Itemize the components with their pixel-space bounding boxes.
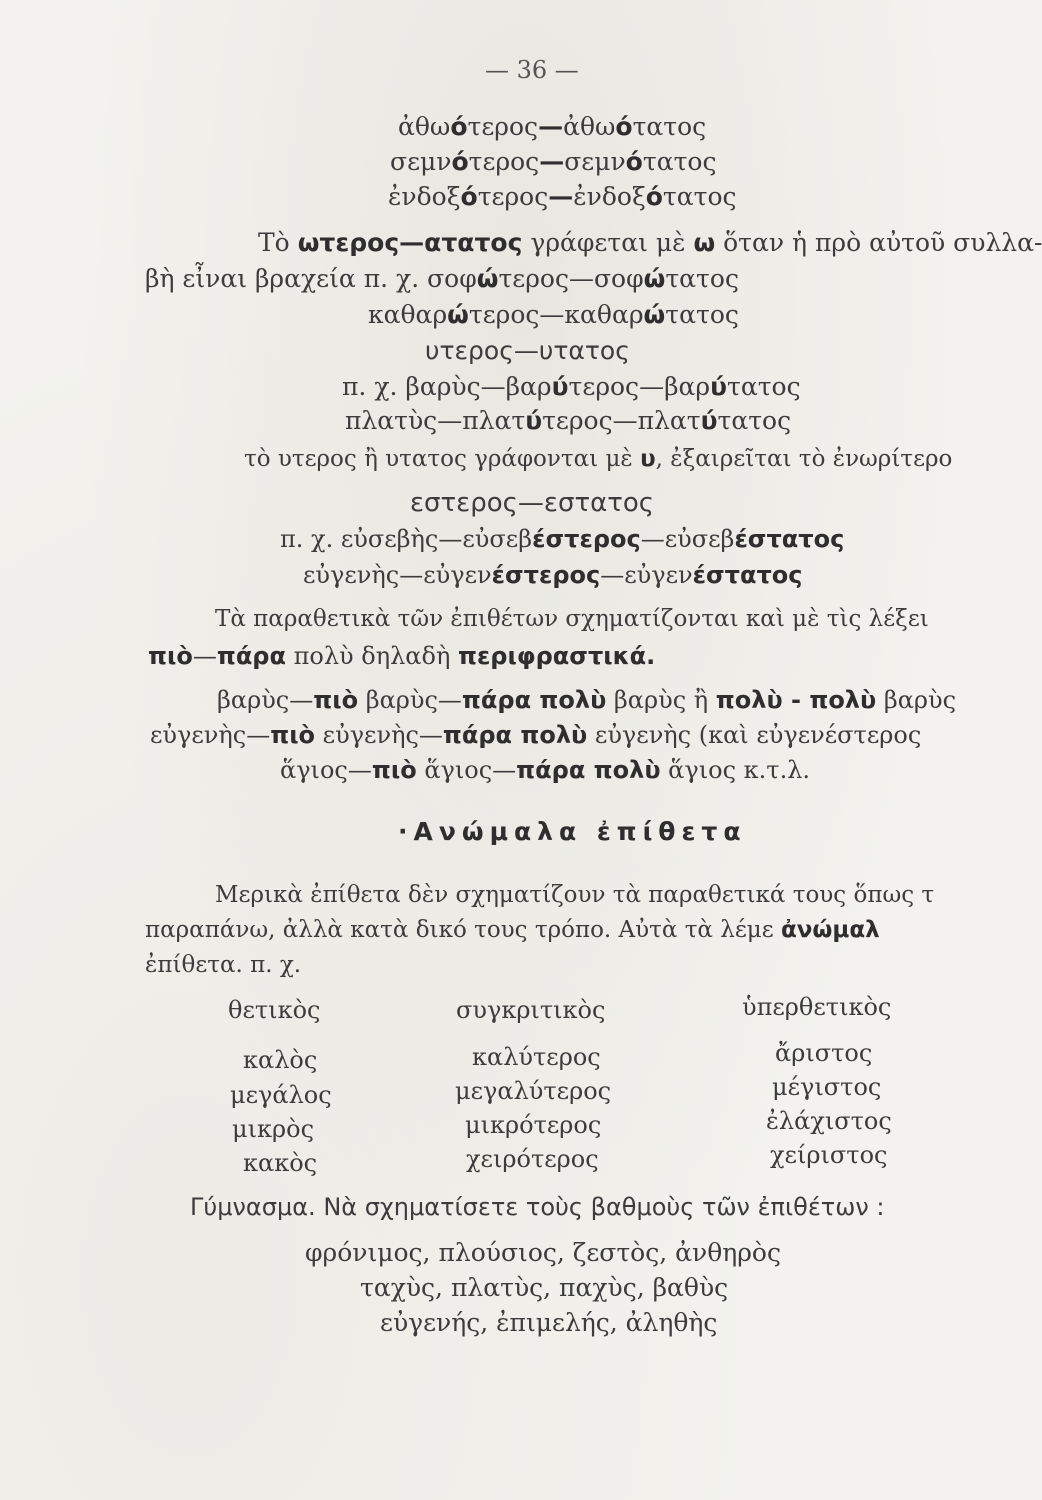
bold-span: περιφραστικά. [457, 642, 656, 670]
bold-span: ό [615, 112, 633, 141]
bold-span: πιὸ [270, 721, 316, 749]
exercise-row: φρόνιμος, πλούσιος, ζεστὸς, ἀνθηρὸς [305, 1238, 781, 1267]
exercise-row: ταχὺς, πλατὺς, παχὺς, βαθὺς [360, 1273, 729, 1302]
text-span: ἀθω [563, 112, 616, 141]
bold-span: ό [460, 182, 478, 211]
text-span: βαρὺς [876, 686, 957, 714]
bold-span: ό [645, 182, 663, 211]
text-span: Τὸ [258, 228, 298, 257]
bold-span: — [548, 182, 574, 211]
table-cell: μικρὸς [232, 1115, 315, 1143]
text-line-16 [217, 685, 956, 715]
text-span: ἅγιος— [416, 756, 517, 784]
text-line-11 [410, 488, 654, 518]
text-line-13 [303, 560, 803, 590]
table-header-positive: θετικὸς [228, 996, 321, 1024]
bold-span: ώ [476, 264, 499, 293]
text-span: πολὺ δηλαδὴ [285, 642, 458, 670]
text-span: τερος—σοφ [498, 264, 644, 293]
text-span: βαρὺς ἢ [606, 686, 716, 714]
bold-span: ω [693, 228, 716, 257]
text-span: ἐπίθετα. π. χ. [145, 952, 302, 978]
text-span: π. χ. εὐσεβὴς—εὐσεβ [280, 525, 533, 553]
bold-span: πιὸ [313, 686, 359, 714]
text-span: εὐγενὴς— [150, 721, 271, 749]
text-span: εὐγενὴς— [315, 721, 443, 749]
text-span: τατος [727, 372, 801, 401]
text-line-3 [388, 182, 737, 212]
bold-span: πάρα [216, 642, 286, 670]
text-span: βὴ εἶναι βραχεία π. χ. σοφ [145, 264, 477, 293]
table-cell: μικρότερος [465, 1111, 602, 1139]
text-span: βαρὺς— [358, 686, 462, 714]
table-cell: μεγάλος [230, 1081, 332, 1109]
text-span: ἅγιος κ.τ.λ. [660, 756, 811, 784]
bold-span: ύ [710, 372, 727, 401]
table-header-superlative: ὑπερθετικὸς [742, 993, 892, 1021]
text-span: Μερικὰ ἐπίθετα δὲν σχηματίζουν τὰ παραθετικά τους ὅπως τ [215, 882, 935, 908]
text-line-6 [368, 300, 739, 330]
table-cell: καλὸς [243, 1046, 318, 1074]
bold-span: έστερος [532, 525, 641, 553]
bold-span: έστατος [734, 525, 845, 553]
exercise-title: Γύμνασμα. Νὰ σχηματίσετε τοὺς βαθμοὺς τῶν ἐπιθέτων : [190, 1193, 885, 1221]
text-span: τατος [665, 300, 739, 329]
text-line-20 [145, 915, 880, 945]
bold-span: ώ [643, 300, 666, 329]
text-span: σεμν [390, 147, 452, 176]
bold-span: ύ [525, 406, 543, 435]
page-number: — 36 — [485, 56, 579, 84]
text-line-8 [342, 372, 801, 402]
exercise-row: εὐγενής, ἐπιμελής, ἀληθὴς [380, 1308, 718, 1337]
bold-span: ό [451, 147, 469, 176]
text-span: τερος—βαρ [568, 372, 711, 401]
text-span: τερος—καθαρ [468, 300, 644, 329]
bold-span: ό [625, 147, 643, 176]
text-line-2 [390, 147, 716, 177]
text-span: , ἐξαιρεῖται τὸ ἐνωρίτερο [655, 446, 953, 472]
text-span: ἐνδοξ [573, 182, 646, 211]
text-span: τατος [642, 147, 717, 176]
text-span: τερος [468, 147, 540, 176]
text-span: γράφεται μὲ [522, 228, 694, 257]
text-line-5 [145, 264, 739, 294]
bold-span: υ [640, 446, 656, 472]
text-span: τατος [632, 112, 707, 141]
section-heading: ·Ανώμαλα ἐπίθετα [398, 817, 747, 846]
text-span: τὸ υτερος ἢ υτατος γράφονται μὲ [244, 446, 641, 472]
bold-span: πιὸ [371, 756, 417, 784]
bold-span: ωτερος—ατατος [297, 228, 523, 257]
text-span: ὅταν ἡ πρὸ αὐτοῦ συλλα- [715, 228, 1042, 257]
text-span: τερος [467, 112, 539, 141]
bold-span: πάρα πολὺ [442, 721, 588, 749]
text-span: ἀθω [398, 112, 451, 141]
text-span: τερος—πλατ [542, 406, 701, 435]
text-line-14 [215, 604, 929, 634]
text-span: —εὐσεβ [640, 525, 735, 553]
text-span: πλατὺς—πλατ [345, 406, 526, 435]
text-line-15 [148, 641, 655, 671]
text-span: βαρὺς— [217, 686, 314, 714]
bold-span: πιὸ [148, 642, 193, 670]
text-span: —εὐγεν [600, 561, 693, 589]
bold-span: ώ [447, 300, 469, 329]
table-cell: ἄριστος [775, 1039, 873, 1067]
text-span: εστερος—εστατος [410, 488, 655, 518]
text-line-18 [280, 755, 810, 785]
text-line-4 [258, 228, 1042, 258]
table-cell: μέγιστος [772, 1073, 882, 1101]
table-cell: κακὸς [243, 1149, 318, 1177]
text-span: τατος [717, 406, 792, 435]
bold-span: πάρα πολὺ [461, 686, 607, 714]
text-span: τατος [662, 182, 737, 211]
text-span: τερος [477, 182, 549, 211]
text-span: εὐγενὴς—εὐγεν [303, 561, 492, 589]
text-span: καθαρ [368, 300, 448, 329]
text-line-10 [244, 444, 952, 474]
text-span: τατος [665, 264, 739, 293]
bold-span: ύ [551, 372, 569, 401]
bold-span: ἀνώμαλ [780, 917, 880, 943]
bold-span: ύ [700, 406, 718, 435]
text-span: ἐνδοξ [388, 182, 461, 211]
text-span: π. χ. βαρὺς—βαρ [342, 372, 552, 401]
table-cell: χειρότερος [466, 1145, 599, 1173]
bold-span: έστερος [491, 561, 601, 589]
text-span: εὐγενὴς (καὶ εὐγενέστερος [587, 721, 922, 749]
bold-span: ό [450, 112, 468, 141]
text-line-12 [280, 524, 844, 554]
text-line-1 [398, 112, 706, 142]
text-span: Τὰ παραθετικὰ τῶν ἐπιθέτων σχηματίζονται καὶ μὲ τὶς λέξει [215, 606, 929, 632]
bold-span: πολὺ - πολὺ [715, 686, 877, 714]
table-cell: χείριστος [770, 1141, 888, 1169]
bold-span: — [539, 147, 565, 176]
text-span: υτερος—υτατος [425, 336, 630, 365]
text-line-17 [150, 720, 921, 750]
bold-span: — [538, 112, 564, 141]
text-line-7 [425, 336, 630, 366]
table-cell: μεγαλύτερος [455, 1077, 612, 1105]
text-line-19 [215, 880, 934, 910]
text-span: ἅγιος— [280, 756, 372, 784]
table-cell: καλύτερος [472, 1043, 601, 1071]
table-cell: ἐλάχιστος [766, 1107, 892, 1135]
text-span: — [192, 642, 217, 670]
bold-span: ώ [643, 264, 666, 293]
table-header-comparative: συγκριτικὸς [456, 996, 606, 1024]
text-line-21 [145, 950, 301, 980]
text-span: παραπάνω, ἀλλὰ κατὰ δικό τους τρόπο. Αὐτὰ τὰ λέμε [145, 917, 781, 943]
text-line-9 [345, 406, 791, 436]
text-span: σεμν [564, 147, 626, 176]
bold-span: πάρα πολὺ [516, 756, 661, 784]
bold-span: έστατος [692, 561, 803, 589]
